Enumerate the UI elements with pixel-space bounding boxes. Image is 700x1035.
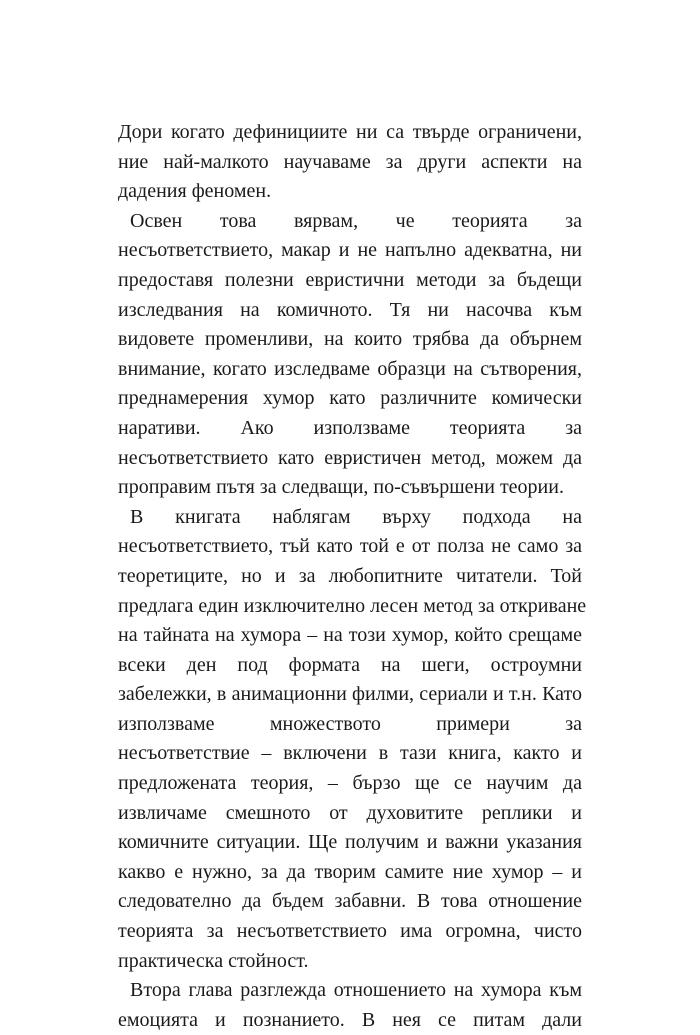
paragraph bbox=[118, 118, 582, 207]
text-line: несъответствието, макар и не напълно адекватна, ни bbox=[118, 239, 582, 262]
text-line: несъответствие – включени в тази книга, както и bbox=[118, 742, 582, 765]
text-line: Освен това вярвам, че теорията за bbox=[130, 209, 582, 232]
text-line: ние най-малкото научаваме за други аспекти на bbox=[118, 150, 582, 173]
text-line: несъответствието, тъй като той е от полза не само за bbox=[118, 535, 582, 558]
paragraph bbox=[118, 976, 582, 1035]
text-line: видовете променливи, на които трябва да обърнем bbox=[118, 328, 582, 351]
text-line: дадения феномен. bbox=[118, 180, 272, 203]
text-line: предлага един изключително лесен метод за откриване bbox=[118, 594, 587, 617]
text-line: проправим пътя за следващи, по-съвършени теории. bbox=[118, 476, 564, 499]
paragraph bbox=[118, 503, 587, 977]
text-line: какво е нужно, за да творим самите ние хумор – и bbox=[118, 860, 582, 883]
text-line: комичните ситуации. Ще получим и важни указания bbox=[118, 831, 582, 854]
text-line: на тайната на хумора – на този хумор, който срещаме bbox=[118, 624, 582, 647]
text-line: теорията за несъответствието има огромна, чисто bbox=[118, 920, 582, 943]
text-line: внимание, когато изследваме образци на сътворения, bbox=[118, 357, 582, 380]
text-line: използваме множеството примери за bbox=[118, 712, 582, 735]
text-line: предоставя полезни евристични методи за бъдещи bbox=[118, 268, 582, 291]
text-line: Втора глава разглежда отношението на хумора към bbox=[130, 979, 582, 1002]
text-line: наративи. Ако използваме теорията за bbox=[118, 416, 582, 439]
text-line: забележки, в анимационни филми, сериали и т.н. Като bbox=[118, 683, 582, 706]
text-line: преднамерения хумор като различните комически bbox=[118, 387, 582, 410]
text-line: несъответствието като евристичен метод, можем да bbox=[118, 446, 582, 469]
text-line: следователно да бъдем забавни. В това отношение bbox=[118, 890, 582, 913]
text-line: всеки ден под формата на шеги, остроумни bbox=[118, 653, 582, 676]
text-line: извличаме смешното от духовитите реплики и bbox=[118, 801, 582, 824]
text-line: изследвания на комичното. Тя ни насочва към bbox=[118, 298, 582, 321]
page-text bbox=[118, 118, 587, 1035]
text-line: В книгата наблягам върху подхода на bbox=[130, 505, 582, 528]
paragraph bbox=[118, 207, 582, 503]
text-line: емоцията и познанието. В нея се питам дали bbox=[118, 1008, 582, 1031]
text-line: Дори когато дефинициите ни са твърде ограничени, bbox=[118, 121, 582, 143]
text-line: практическа стойност. bbox=[118, 949, 309, 972]
text-line: предложената теория, – бързо ще се научим да bbox=[118, 772, 582, 795]
text-line: теоретиците, но и за любопитните читатели. Той bbox=[118, 564, 582, 587]
